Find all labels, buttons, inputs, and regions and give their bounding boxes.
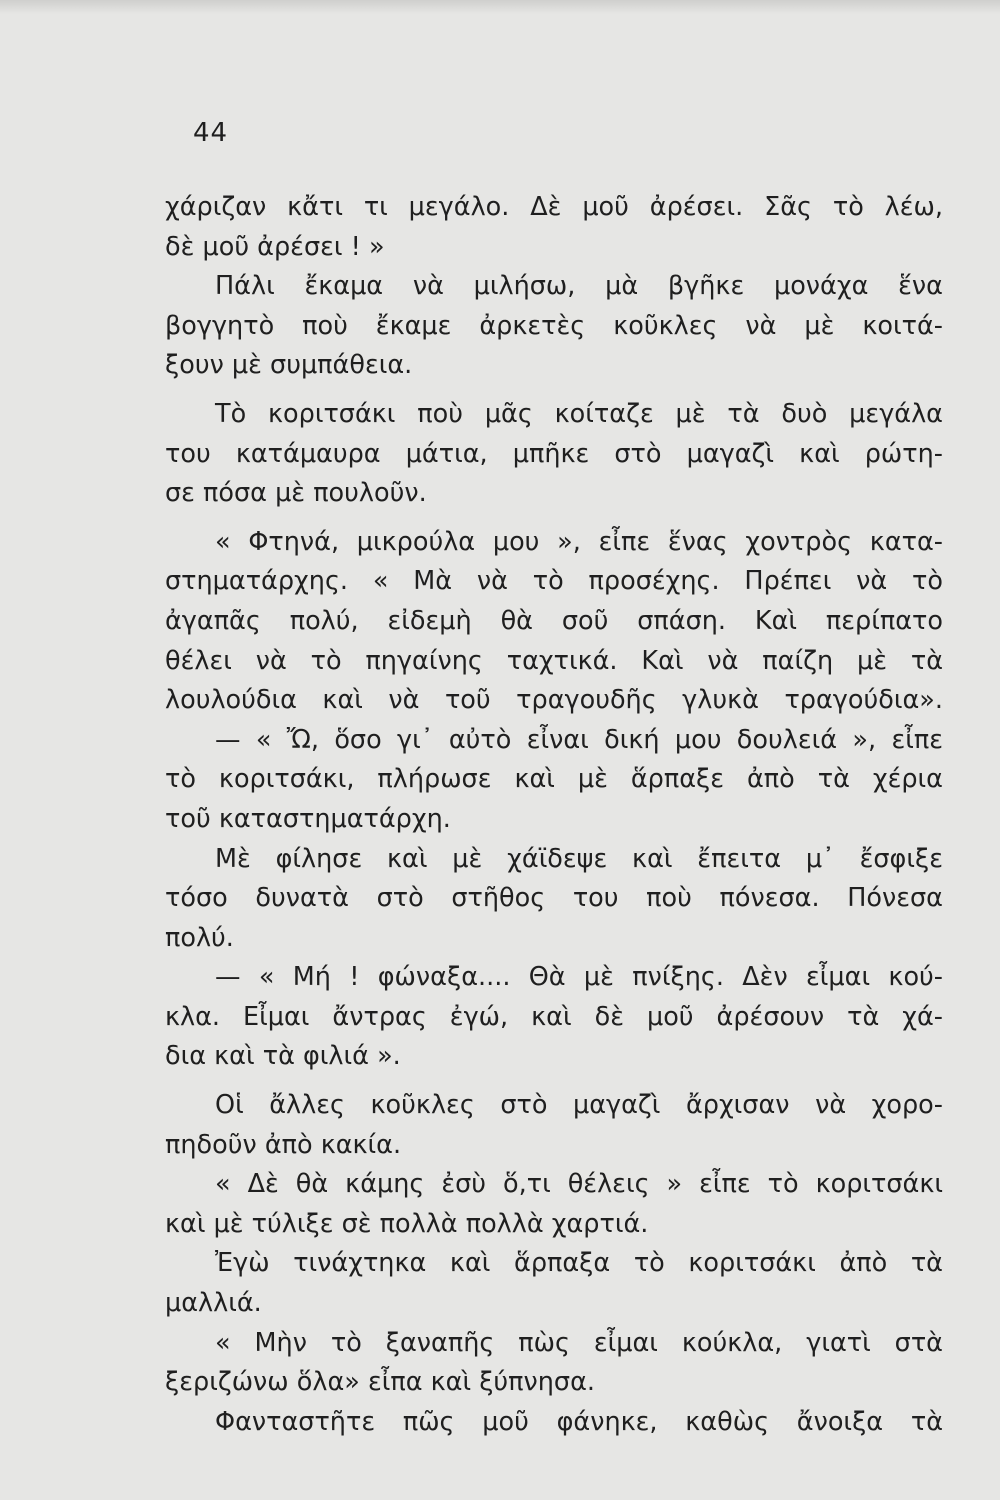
- text-line: ξουν μὲ συμπάθεια.: [165, 350, 413, 381]
- text-line: πηδοῦν ἀπὸ κακία.: [165, 1129, 402, 1160]
- text-line: θέλει νὰ τὸ πηγαίνης ταχτικά. Καὶ νὰ παίζη μὲ τὰ: [165, 645, 943, 676]
- text-line: Φανταστῆτε πῶς μοῦ φάνηκε, καθὼς ἄνοιξα τὰ: [215, 1406, 943, 1437]
- text-line: Ἐγὼ τινάχτηκα καὶ ἅρπαξα τὸ κοριτσάκι ἀπὸ τὰ: [215, 1248, 943, 1279]
- text-line: δὲ μοῦ ἀρέσει ! »: [165, 231, 385, 262]
- text-line: τόσο δυνατὰ στὸ στῆθος του ποὺ πόνεσα. Πόνεσα: [165, 883, 943, 914]
- body-text: [165, 188, 943, 1442]
- text-line: Μὲ φίλησε καὶ μὲ χάϊδεψε καὶ ἔπειτα μ᾽ ἔσφιξε: [215, 843, 943, 874]
- text-line: — « Ὤ, ὅσο γι᾽ αὐτὸ εἶναι δική μου δουλειά », εἶπε: [215, 724, 943, 755]
- text-line: βογγητὸ ποὺ ἔκαμε ἀρκετὲς κοῦκλες νὰ μὲ κοιτά-: [165, 310, 943, 341]
- text-line: λουλούδια καὶ νὰ τοῦ τραγουδῆς γλυκὰ τραγούδια».: [165, 685, 943, 716]
- text-line: — « Μή ! φώναξα.... Θὰ μὲ πνίξης. Δὲν εἶμαι κού-: [215, 962, 943, 993]
- text-line: Πάλι ἔκαμα νὰ μιλήσω, μὰ βγῆκε μονάχα ἕνα: [215, 271, 943, 302]
- text-line: τὸ κοριτσάκι, πλήρωσε καὶ μὲ ἅρπαξε ἀπὸ τὰ χέρια: [165, 764, 943, 795]
- text-line: ἀγαπᾶς πολύ, εἰδεμὴ θὰ σοῦ σπάση. Καὶ περίπατο: [165, 605, 943, 636]
- text-line: « Μὴν τὸ ξαναπῆς πὼς εἶμαι κούκλα, γιατὶ στὰ: [215, 1327, 943, 1358]
- text-line: Οἱ ἄλλες κοῦκλες στὸ μαγαζὶ ἄρχισαν νὰ χορο-: [215, 1090, 943, 1121]
- text-line: σε πόσα μὲ πουλοῦν.: [165, 478, 427, 509]
- text-line: Τὸ κοριτσάκι ποὺ μᾶς κοίταζε μὲ τὰ δυὸ μεγάλα: [215, 398, 943, 429]
- text-line: του κατάμαυρα μάτια, μπῆκε στὸ μαγαζὶ καὶ ρώτη-: [165, 438, 943, 469]
- text-line: τοῦ καταστηματάρχη.: [165, 803, 451, 834]
- text-line: μαλλιά.: [165, 1288, 262, 1319]
- page-number: 44: [193, 118, 229, 148]
- text-line: χάριζαν κἄτι τι μεγάλο. Δὲ μοῦ ἀρέσει. Σᾶς τὸ λέω,: [165, 192, 943, 222]
- text-line: καὶ μὲ τύλιξε σὲ πολλὰ πολλὰ χαρτιά.: [165, 1208, 649, 1239]
- text-line: ξεριζώνω ὅλα» εἶπα καὶ ξύπνησα.: [165, 1367, 596, 1398]
- text-line: « Δὲ θὰ κάμης ἐσὺ ὅ,τι θέλεις » εἶπε τὸ κοριτσάκι: [215, 1169, 943, 1200]
- text-line: δια καὶ τὰ φιλιά ».: [165, 1041, 401, 1072]
- text-line: στηματάρχης. « Μὰ νὰ τὸ προσέχης. Πρέπει νὰ τὸ: [165, 566, 943, 597]
- text-line: « Φτηνά, μικρούλα μου », εἶπε ἕνας χοντρὸς κατα-: [215, 526, 943, 557]
- page-top-edge: [0, 0, 1000, 14]
- text-line: κλα. Εἶμαι ἄντρας ἐγώ, καὶ δὲ μοῦ ἀρέσουν τὰ χά-: [165, 1001, 943, 1032]
- text-line: πολύ.: [165, 922, 234, 953]
